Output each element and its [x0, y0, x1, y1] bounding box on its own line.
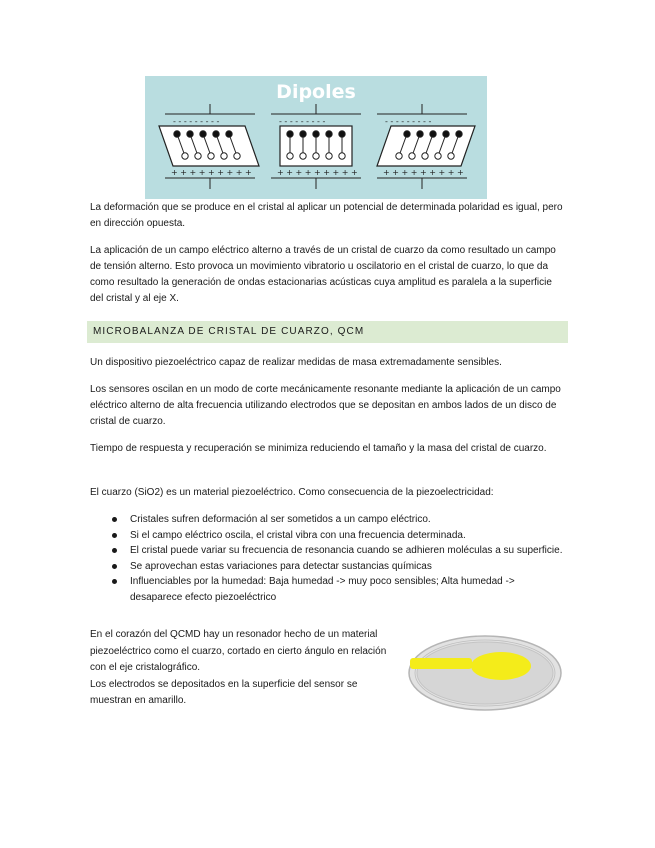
- paragraph-alternating-field: La aplicación de un campo eléctrico alterno a través de un cristal de cuarzo da como resultado un campo de tensión alterno. Esto provoca un movimiento vibratorio u oscilatorio en el cristal de cuarzo, lo que da como resultado la generación de ondas estacionarias acústicas cuya amplitud es paralela a la superficie del cristal y al eje X.: [90, 245, 556, 304]
- qcmd-electrodes-text: Los electrodos se depositados en la superficie del sensor se muestran en amarillo.: [90, 678, 358, 706]
- bullet-list: [90, 512, 568, 605]
- dipoles-figure: [145, 76, 487, 199]
- paragraph-quartz: El cuarzo (SiO2) es un material piezoeléctrico. Como consecuencia de la piezoelectricidad:: [90, 487, 494, 498]
- list-item: Si el campo eléctrico oscila, el cristal vibra con una frecuencia determinada.: [90, 528, 568, 544]
- top-electrodes: [165, 104, 467, 114]
- bullet-icon: [112, 579, 117, 584]
- svg-text:- - - - - - - - -: - - - - - - - - -: [173, 117, 220, 126]
- bullet-icon: [112, 533, 117, 538]
- list-item: Se aprovechan estas variaciones para detectar sustancias químicas: [90, 559, 568, 575]
- bullet-icon: [112, 548, 117, 553]
- qcmd-description: [90, 627, 390, 710]
- bottom-electrodes: [165, 178, 467, 189]
- paragraph-sensors: Los sensores oscilan en un modo de corte mecánicamente resonante mediante la aplicación de un campo eléctrico alterno de alta frecuencia utilizando electrodos que se depositan en ambos lados de un disco de cristal de cuarzo.: [90, 384, 561, 427]
- minus-marks: [173, 117, 431, 126]
- paragraph-response-time: Tiempo de respuesta y recuperación se minimiza reduciendo el tamaño y la masa del cristal de cuarzo.: [90, 443, 547, 454]
- bullet-icon: [112, 564, 117, 569]
- paragraph-device: Un dispositivo piezoeléctrico capaz de realizar medidas de masa extremadamente sensibles.: [90, 357, 502, 368]
- svg-text:+ + + + + + + + +: + + + + + + + + +: [171, 168, 252, 177]
- plus-marks: [171, 168, 464, 177]
- bullet-icon: [112, 517, 117, 522]
- qcmd-resonator-text: En el corazón del QCMD hay un resonador hecho de un material piezoeléctrico como el cuarzo, cortado en cierto ángulo en relación con el eje cristalográfico.: [90, 629, 387, 673]
- paragraph-deformation: La deformación que se produce en el cristal al aplicar un potencial de determinada polaridad es igual, pero en dirección opuesta.: [90, 202, 563, 229]
- svg-text:+ + + + + + + + +: + + + + + + + + +: [383, 168, 464, 177]
- list-item: El cristal puede variar su frecuencia de resonancia cuando se adhieren moléculas a su superficie.: [90, 543, 568, 559]
- svg-text:- - - - - - - - -: - - - - - - - - -: [279, 117, 326, 126]
- list-item: Cristales sufren deformación al ser sometidos a un campo eléctrico.: [90, 512, 568, 528]
- svg-text:- - - - - - - - -: - - - - - - - - -: [385, 117, 432, 126]
- sensor-disc-figure: [405, 633, 565, 713]
- figure-title: Dipoles: [276, 81, 356, 103]
- section-heading: MICROBALANZA DE CRISTAL DE CUARZO, QCM: [93, 326, 365, 337]
- svg-text:+ + + + + + + + +: + + + + + + + + +: [277, 168, 358, 177]
- section-heading-band: [87, 321, 568, 343]
- list-item: Influenciables por la humedad: Baja humedad -> muy poco sensibles; Alta humedad -> desaparece efecto piezoeléctrico: [90, 574, 568, 605]
